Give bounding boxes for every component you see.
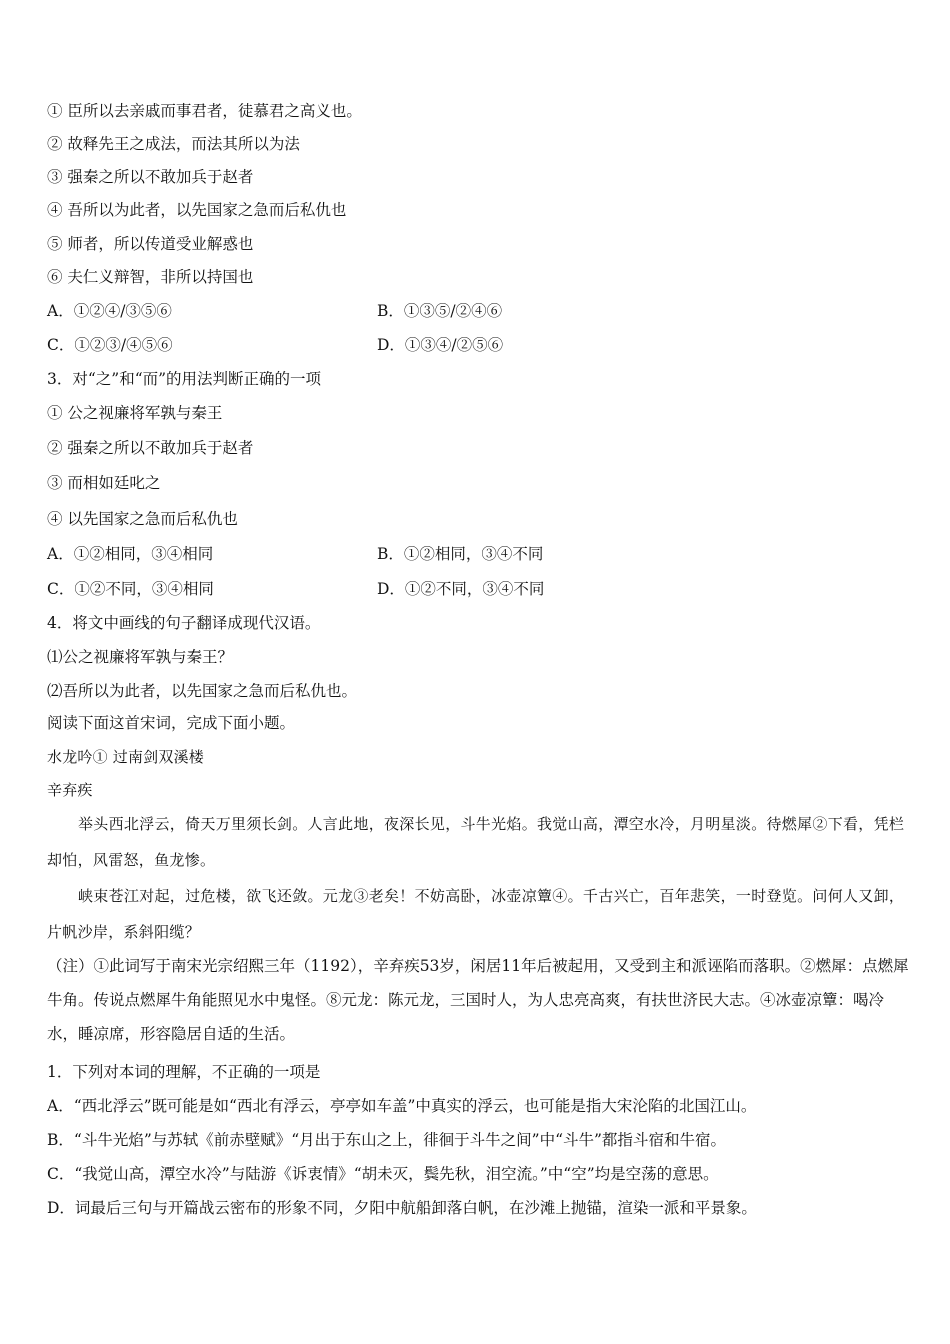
q3-option-d: D．①②不同，③④不同	[377, 580, 545, 598]
q2-item-2: ② 故释先王之成法，而法其所以为法	[47, 135, 300, 153]
q2-option-b: B．①③⑤/②④⑥	[377, 302, 503, 320]
q2-item-1: ① 臣所以去亲戚而事君者，徒慕君之高义也。	[47, 102, 362, 120]
q2-item-3: ③ 强秦之所以不敢加兵于赵者	[47, 168, 254, 186]
q2-item-6: ⑥ 夫仁义辩智，非所以持国也	[47, 268, 254, 286]
poem-stanza-2: 峡束苍江对起，过危楼，欲飞还敛。元龙③老矣！不妨高卧，冰壶凉簟④。千古兴亡，百年悲笑，一时登览。问何人又卸，片帆沙岸，系斜阳缆？	[47, 887, 905, 941]
poem-stanza-1: 举头西北浮云，倚天万里须长剑。人言此地，夜深长见，斗牛光焰。我觉山高，潭空水冷，月明星淡。待燃犀②下看，凭栏却怕，风雷怒，鱼龙惨。	[47, 815, 905, 869]
q3-item-1: ① 公之视廉将军孰与秦王	[47, 404, 223, 422]
q1-option-c: C．“我觉山高，潭空水冷”与陆游《诉衷情》“胡未灭，鬓先秋，泪空流。”中“空”均是空荡的意思。	[47, 1165, 719, 1183]
q3-option-c: C．①②不同，③④相同	[47, 580, 214, 598]
q1-option-b: B．“斗牛光焰”与苏轼《前赤壁赋》“月出于东山之上，徘徊于斗牛之间”中“斗牛”都指斗宿和牛宿。	[47, 1131, 726, 1149]
q4-title: 4．将文中画线的句子翻译成现代汉语。	[47, 614, 321, 632]
q2-option-a: A．①②④/③⑤⑥	[47, 302, 172, 320]
poem-title: 水龙吟① 过南剑双溪楼	[47, 748, 204, 766]
q2-item-5: ⑤ 师者，所以传道受业解惑也	[47, 235, 254, 253]
poem-annotation: （注）①此词写于南宋光宗绍熙三年（1192），辛弃疾53岁，闲居11年后被起用，又受到主和派诬陷而落职。②燃犀：点燃犀牛角。传说点燃犀牛角能照见水中鬼怪。⑧元龙：陈元龙，三国时人，为人忠亮高爽，有扶世济民大志。④冰壶凉簟：喝冷水，睡凉席，形容隐居自适的生活。	[47, 957, 909, 1043]
q3-item-4: ④ 以先国家之急而后私仇也	[47, 510, 238, 528]
q2-option-c: C．①②③/④⑤⑥	[47, 336, 173, 354]
poem-author: 辛弃疾	[47, 781, 93, 799]
q4-item-1: ⑴公之视廉将军孰与秦王？	[47, 648, 234, 666]
q3-item-3: ③ 而相如廷叱之	[47, 474, 161, 492]
q3-option-b: B．①②相同，③④不同	[377, 545, 544, 563]
q1-title: 1．下列对本词的理解，不正确的一项是	[47, 1063, 321, 1081]
reading-intro: 阅读下面这首宋词，完成下面小题。	[47, 714, 296, 732]
q3-option-a: A．①②相同，③④相同	[47, 545, 214, 563]
q3-item-2: ② 强秦之所以不敢加兵于赵者	[47, 439, 254, 457]
q2-item-4: ④ 吾所以为此者，以先国家之急而后私仇也	[47, 201, 347, 219]
q1-option-a: A．“西北浮云”既可能是如“西北有浮云，亭亭如车盖”中真实的浮云，也可能是指大宋沦陷的北国江山。	[47, 1097, 757, 1115]
q3-title: 3．对“之”和“而”的用法判断正确的一项	[47, 370, 322, 388]
q4-item-2: ⑵吾所以为此者，以先国家之急而后私仇也。	[47, 682, 358, 700]
q1-option-d: D．词最后三句与开篇战云密布的形象不同，夕阳中航船卸落白帆，在沙滩上抛锚，渲染一派和平景象。	[47, 1199, 757, 1217]
q2-option-d: D．①③④/②⑤⑥	[377, 336, 504, 354]
